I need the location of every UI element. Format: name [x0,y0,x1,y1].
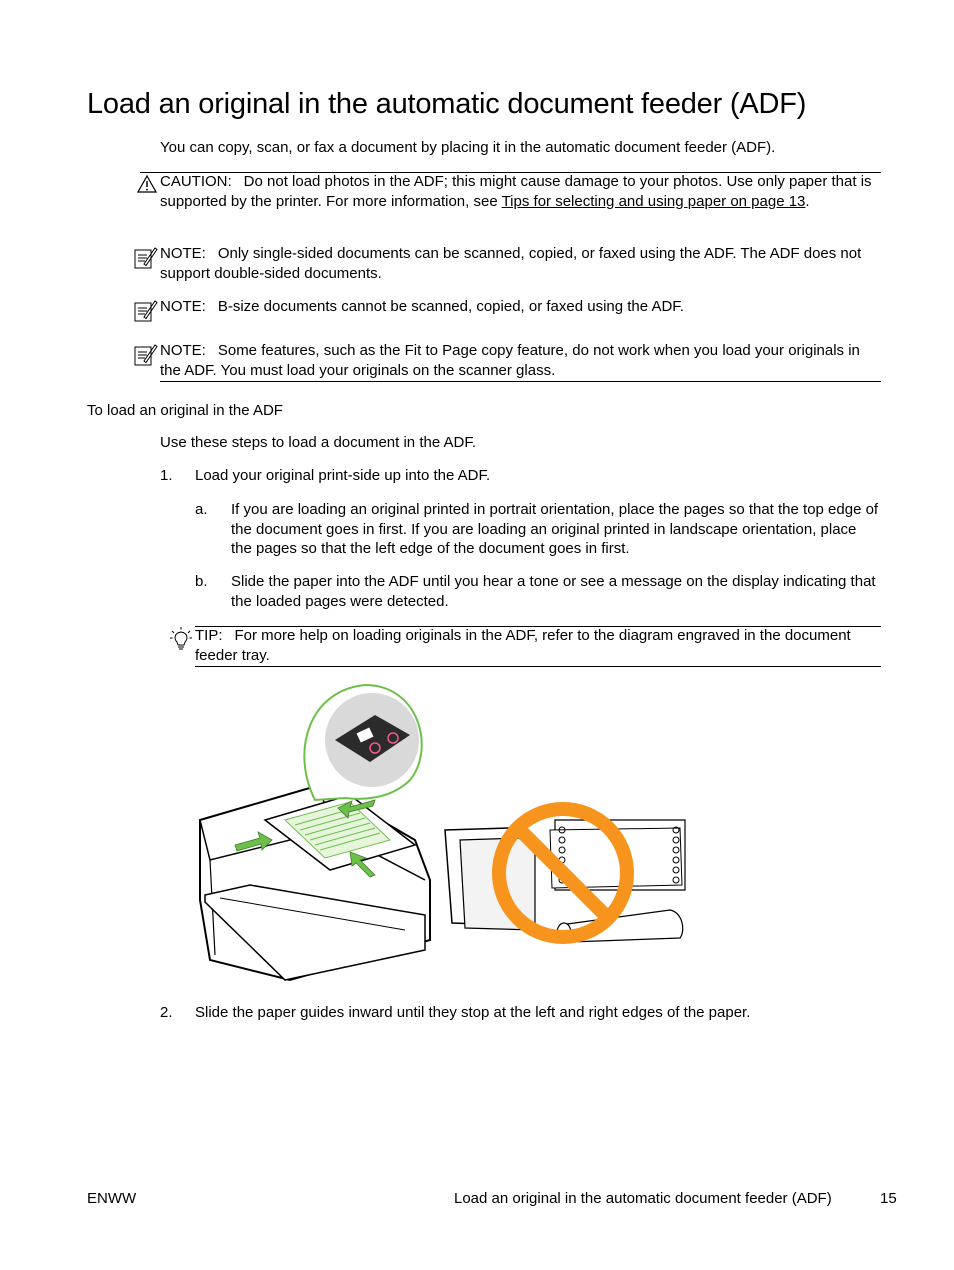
step-text: Slide the paper guides inward until they stop at the left and right edges of the paper. [195,1004,751,1021]
step-number: 1. [160,467,173,484]
note-icon [133,343,159,367]
step-number: 2. [160,1004,173,1021]
warning-icon [137,175,157,193]
substep-letter: a. [195,501,208,518]
tip-note [195,626,881,665]
printer-drawing [200,685,430,980]
caution-end: . [805,192,810,210]
caution-note [160,172,881,211]
note-text: Some features, such as the [217,342,405,359]
step-text: Load your original print-side up into the ADF. [195,467,491,484]
note-icon [133,246,159,270]
caution-text: Do not load photos in the ADF; this might cause damage to your photos. Use only paper that is supported by the printer. For more information, see [160,173,872,210]
substep-text: Slide the paper into the ADF until you hear a tone or see a message on the display indicating that the loaded pages were detected. [231,573,876,610]
tip-bottom-rule [195,666,881,667]
note-label: NOTE: [160,245,206,262]
adf-loading-illustration [190,680,700,990]
fit-to-page-term: Fit to Page [404,342,478,359]
substep-letter: b. [195,573,208,590]
note-label: NOTE: [160,298,206,315]
lightbulb-icon [170,627,192,651]
substep-text: If you are loading an original printed in portrait orientation, place the pages so that the top edge of the document goes in first. If you are loading an original printed in landscape orientation, place the pages so that the left edge of the document goes in first. [231,501,879,557]
note-b-size [160,297,881,317]
note-label: NOTE: [160,342,206,359]
note-text-end: copy feature, do not work when you load your originals in the ADF. You must load your originals on the scanner glass. [160,342,860,379]
prohibited-originals-drawing [445,809,685,943]
note-single-sided [160,244,881,283]
note-fit-to-page [160,341,881,380]
notes-bottom-rule [160,381,881,382]
note-text: Only single-sided documents can be scanned, copied, or faxed using the ADF. The ADF does not support double-sided documents. [160,245,862,282]
tip-label: TIP: [195,627,223,644]
note-text: B-size documents cannot be scanned, copied, or faxed using the ADF. [217,298,684,315]
procedure-heading: To load an original in the ADF [87,402,283,419]
caution-label: CAUTION: [160,173,232,190]
page-title: Load an original in the automatic document feeder (ADF) [87,88,807,120]
intro-paragraph: You can copy, scan, or fax a document by placing it in the automatic document feeder (ADF). [160,139,776,156]
page-number: 15 [880,1190,897,1207]
tips-page-link[interactable]: Tips for selecting and using paper on page 13 [501,192,806,210]
footer-left: ENWW [87,1190,137,1207]
note-icon [133,299,159,323]
footer-title: Load an original in the automatic document feeder (ADF) [454,1190,832,1207]
procedure-intro: Use these steps to load a document in the ADF. [160,434,477,451]
tip-text: For more help on loading originals in the ADF, refer to the diagram engraved in the document feeder tray. [195,627,851,664]
